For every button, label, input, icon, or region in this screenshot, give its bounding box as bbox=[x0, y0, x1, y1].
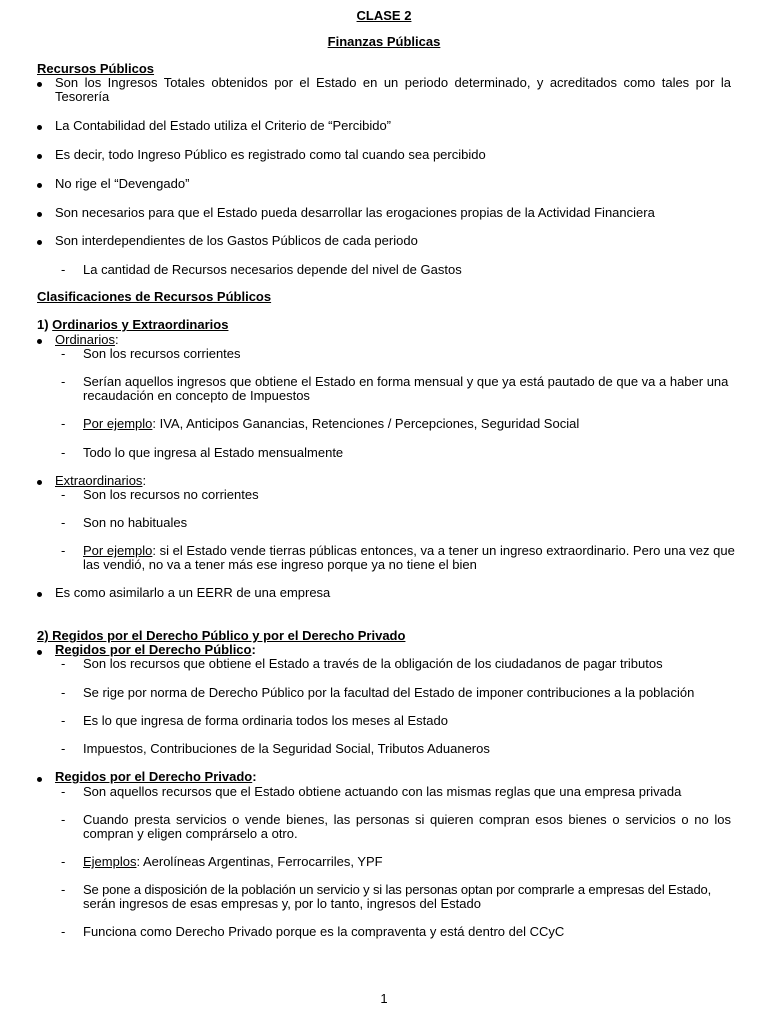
dash-marker: - bbox=[61, 515, 66, 530]
dash-text: Se rige por norma de Derecho Público por la facultad del Estado de imponer contribuciones a la población bbox=[83, 685, 695, 700]
label-colon: : bbox=[251, 642, 256, 657]
label-derecho-privado: Regidos por el Derecho Privado bbox=[55, 769, 253, 784]
example-label: Ejemplos bbox=[83, 854, 137, 869]
section-heading-recursos: Recursos Públicos bbox=[37, 61, 155, 76]
subsection-title: Ordinarios y Extraordinarios bbox=[52, 317, 229, 332]
bullet-label-derecho-privado bbox=[55, 770, 257, 785]
bullet-dot bbox=[37, 240, 42, 245]
bullet-dot bbox=[37, 154, 42, 159]
dash-marker: - bbox=[61, 656, 66, 671]
dash-marker: - bbox=[61, 924, 66, 939]
dash-text: Se pone a disposición de la población un servicio y si las personas optan por comprarle a empresas del Estado, bbox=[83, 882, 712, 897]
dash-text: Serían aquellos ingresos que obtiene el Estado en forma mensual y que ya está pautado de que va a haber una bbox=[83, 374, 729, 389]
bullet-dot bbox=[37, 339, 42, 344]
dash-marker: - bbox=[61, 445, 66, 460]
example-text: : Aerolíneas Argentinas, Ferrocarriles, YPF bbox=[136, 854, 383, 869]
example-text: : si el Estado vende tierras públicas entonces, va a tener un ingreso extraordinario. Pero una vez que bbox=[152, 543, 735, 558]
dash-marker: - bbox=[61, 784, 66, 799]
dash-text: Todo lo que ingresa al Estado mensualmente bbox=[83, 445, 344, 460]
dash-text: recaudación en concepto de Impuestos bbox=[83, 388, 310, 403]
dash-text: La cantidad de Recursos necesarios depende del nivel de Gastos bbox=[83, 262, 462, 277]
dash-text: Son los recursos corrientes bbox=[83, 346, 241, 361]
dash-marker: - bbox=[61, 854, 66, 869]
dash-marker: - bbox=[61, 262, 66, 277]
section-heading-clasificaciones: Clasificaciones de Recursos Públicos bbox=[37, 289, 272, 304]
bullet-text: Tesorería bbox=[55, 89, 110, 104]
bullet-dot bbox=[37, 212, 42, 217]
bullet-dot bbox=[37, 125, 42, 130]
dash-text: Son los recursos que obtiene el Estado a través de la obligación de los ciudadanos de pagar tributos bbox=[83, 656, 663, 671]
page-subtitle: Finanzas Públicas bbox=[327, 34, 441, 49]
label-derecho-publico: Regidos por el Derecho Público bbox=[55, 642, 252, 657]
bullet-text: Son necesarios para que el Estado pueda desarrollar las erogaciones propias de la Actividad Financiera bbox=[55, 205, 655, 220]
label-ordinarios: Ordinarios bbox=[55, 332, 115, 347]
bullet-dot bbox=[37, 650, 42, 655]
dash-marker: - bbox=[61, 882, 66, 897]
bullet-dot bbox=[37, 592, 42, 597]
bullet-text: Son interdependientes de los Gastos Públicos de cada periodo bbox=[55, 233, 418, 248]
dash-marker: - bbox=[61, 812, 66, 827]
dash-marker: - bbox=[61, 685, 66, 700]
label-extraordinarios: Extraordinarios bbox=[55, 473, 143, 488]
label-colon: : bbox=[114, 332, 119, 347]
page-title: CLASE 2 bbox=[356, 8, 412, 23]
bullet-text: Son los Ingresos Totales obtenidos por el Estado en un periodo determinado, y acreditados como tales por la bbox=[55, 75, 731, 90]
dash-text: compran y eligen comprárselo a otro. bbox=[83, 826, 298, 841]
dash-marker: - bbox=[61, 416, 66, 431]
dash-text: Son los recursos no corrientes bbox=[83, 487, 259, 502]
bullet-text: Es decir, todo Ingreso Público es registrado como tal cuando sea percibido bbox=[55, 147, 486, 162]
bullet-dot bbox=[37, 777, 42, 782]
subsection-number: 1) bbox=[37, 317, 53, 332]
example-text: : IVA, Anticipos Ganancias, Retenciones / Percepciones, Seguridad Social bbox=[152, 416, 580, 431]
dash-marker: - bbox=[61, 713, 66, 728]
dash-text: Son no habituales bbox=[83, 515, 188, 530]
bullet-text: Es como asimilarlo a un EERR de una empresa bbox=[55, 585, 331, 600]
dash-text: Son aquellos recursos que el Estado obtiene actuando con las mismas reglas que una empresa privada bbox=[83, 784, 682, 799]
dash-text: las vendió, no va a tener más ese ingreso porque ya no tiene el bien bbox=[83, 557, 477, 572]
bullet-dot bbox=[37, 82, 42, 87]
bullet-text: No rige el “Devengado” bbox=[55, 176, 190, 191]
label-colon: : bbox=[252, 769, 257, 784]
page-number: 1 bbox=[380, 991, 388, 1006]
bullet-dot bbox=[37, 480, 42, 485]
dash-marker: - bbox=[61, 543, 66, 558]
dash-text bbox=[83, 417, 579, 432]
dash-text: Funciona como Derecho Privado porque es la compraventa y está dentro del CCyC bbox=[83, 924, 565, 939]
dash-marker: - bbox=[61, 741, 66, 756]
example-label: Por ejemplo bbox=[83, 416, 153, 431]
label-colon: : bbox=[142, 473, 147, 488]
example-label: Por ejemplo bbox=[83, 543, 153, 558]
dash-marker: - bbox=[61, 374, 66, 389]
dash-text bbox=[83, 855, 383, 870]
dash-text: Cuando presta servicios o vende bienes, las personas si quieren compran esos bienes o servicios o no los bbox=[83, 812, 731, 827]
dash-marker: - bbox=[61, 346, 66, 361]
subsection-heading-1 bbox=[37, 318, 228, 333]
section-heading-regidos: 2) Regidos por el Derecho Público y por el Derecho Privado bbox=[37, 628, 406, 643]
dash-text: Impuestos, Contribuciones de la Seguridad Social, Tributos Aduaneros bbox=[83, 741, 490, 756]
dash-text: serán ingresos de esas empresas y, por lo tanto, ingresos del Estado bbox=[83, 896, 481, 911]
dash-text: Es lo que ingresa de forma ordinaria todos los meses al Estado bbox=[83, 713, 448, 728]
bullet-text: La Contabilidad del Estado utiliza el Criterio de “Percibido” bbox=[55, 118, 392, 133]
bullet-dot bbox=[37, 183, 42, 188]
dash-marker: - bbox=[61, 487, 66, 502]
